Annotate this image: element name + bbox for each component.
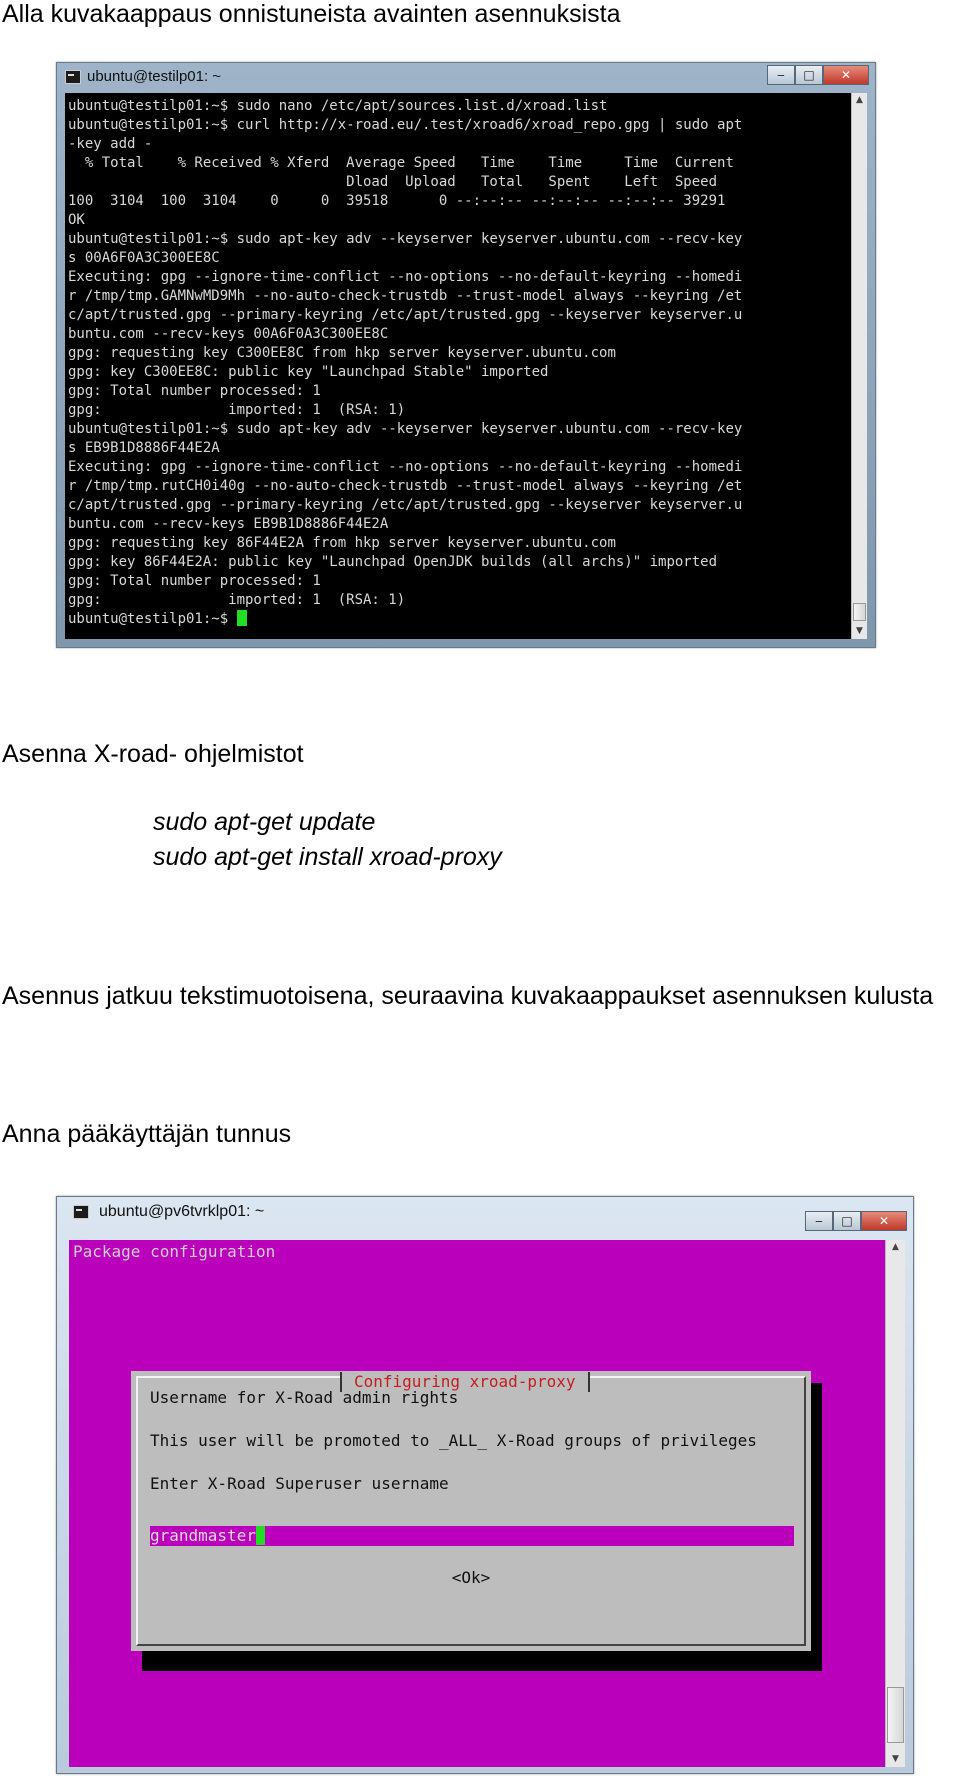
username-value: grandmaster: [150, 1526, 256, 1545]
terminal-line: gpg: requesting key C300EE8C from hkp server keyserver.ubuntu.com: [68, 345, 616, 361]
cursor: [237, 610, 247, 626]
terminal-line: s EB9B1D8886F44E2A: [68, 440, 220, 456]
dialog-line-3: Enter X-Road Superuser username: [150, 1474, 449, 1493]
section-install-heading: Asenna X-road- ohjelmistot: [2, 740, 304, 768]
terminal-line: gpg: requesting key 86F44E2A from hkp server keyserver.ubuntu.com: [68, 535, 616, 551]
dialog-line-2: This user will be promoted to _ALL_ X-Road groups of privileges: [150, 1431, 757, 1450]
terminal-lines: [65, 93, 852, 629]
terminal-icon: [73, 1205, 89, 1219]
terminal-line: gpg: imported: 1 (RSA: 1): [68, 402, 406, 418]
minimize-icon: ‒: [777, 68, 785, 82]
command-update: sudo apt-get update: [153, 808, 376, 836]
close-button[interactable]: [823, 65, 869, 85]
scroll-thumb[interactable]: [853, 603, 866, 621]
terminal-line: % Total % Received % Xferd Average Speed Time Time Time Current: [68, 155, 734, 171]
terminal-window-1[interactable]: [56, 62, 876, 648]
terminal-line: ubuntu@testilp01:~$ sudo apt-key adv --keyserver keyserver.ubuntu.com --recv-key: [68, 231, 743, 247]
terminal-line: OK: [68, 212, 85, 228]
vertical-scrollbar[interactable]: [851, 93, 867, 639]
window-title: ubuntu@pv6tvrklp01: ~: [99, 1203, 265, 1220]
terminal-line: gpg: Total number processed: 1: [68, 383, 321, 399]
terminal-line: ubuntu@testilp01:~$ sudo nano /etc/apt/sources.list.d/xroad.list: [68, 98, 608, 114]
terminal-line: buntu.com --recv-keys 00A6F0A3C300EE8C: [68, 326, 389, 342]
minimize-button[interactable]: [805, 1211, 833, 1231]
terminal-window-2[interactable]: [56, 1196, 914, 1774]
close-button[interactable]: [861, 1211, 907, 1231]
terminal-line: r /tmp/tmp.GAMNwMD9Mh --no-auto-check-trustdb --trust-model always --keyring /et: [68, 288, 743, 304]
package-configuration-header: Package configuration: [73, 1242, 276, 1261]
terminal-line: Executing: gpg --ignore-time-conflict --no-options --no-default-keyring --homedi: [68, 459, 743, 475]
terminal-line: ubuntu@testilp01:~$ curl http://x-road.eu/.test/xroad6/xroad_repo.gpg | sudo apt: [68, 117, 743, 133]
caption-continue: Asennus jatkuu tekstimuotoisena, seuraavina kuvakaappaukset asennuksen kulusta: [2, 982, 934, 1010]
terminal-line: Dload Upload Total Spent Left Speed: [68, 174, 718, 190]
maximize-button[interactable]: [833, 1211, 861, 1231]
window-title: ubuntu@testilp01: ~: [87, 68, 222, 85]
scroll-up-icon[interactable]: ▲: [892, 1242, 899, 1252]
scroll-up-icon[interactable]: ▲: [856, 95, 863, 105]
terminal-prompt: ubuntu@testilp01:~$: [68, 611, 237, 627]
terminal-output[interactable]: [69, 1240, 885, 1767]
terminal-line: gpg: imported: 1 (RSA: 1): [68, 592, 406, 608]
command-install: sudo apt-get install xroad-proxy: [153, 843, 502, 871]
maximize-icon: □: [841, 1214, 853, 1228]
maximize-icon: □: [803, 68, 815, 82]
close-icon: ✕: [878, 1214, 890, 1228]
terminal-line: buntu.com --recv-keys EB9B1D8886F44E2A: [68, 516, 389, 532]
title-bar[interactable]: [57, 63, 875, 93]
minimize-icon: ‒: [815, 1214, 823, 1228]
terminal-line: -key add -: [68, 136, 153, 152]
scroll-down-icon[interactable]: ▼: [856, 626, 863, 636]
terminal-line: gpg: key C300EE8C: public key "Launchpad Stable" imported: [68, 364, 549, 380]
scroll-thumb[interactable]: [887, 1687, 904, 1743]
dialog-title: Configuring xroad-proxy: [340, 1372, 590, 1392]
config-dialog[interactable]: [131, 1371, 811, 1651]
terminal-line: 100 3104 100 3104 0 0 39518 0 --:--:-- --:--:-- --:--:-- 39291: [68, 193, 726, 209]
terminal-line: gpg: key 86F44E2A: public key "Launchpad OpenJDK builds (all archs)" imported: [68, 554, 718, 570]
scroll-down-icon[interactable]: ▼: [892, 1754, 899, 1764]
terminal-line: Executing: gpg --ignore-time-conflict --no-options --no-default-keyring --homedi: [68, 269, 743, 285]
username-input[interactable]: [150, 1526, 794, 1546]
caption-top: Alla kuvakaappaus onnistuneista avainten asennuksista: [2, 0, 621, 28]
terminal-line: ubuntu@testilp01:~$ sudo apt-key adv --keyserver keyserver.ubuntu.com --recv-key: [68, 421, 743, 437]
close-icon: ✕: [840, 68, 852, 82]
terminal-line: c/apt/trusted.gpg --primary-keyring /etc/apt/trusted.gpg --keyserver keyserver.u: [68, 307, 743, 323]
terminal-line: s 00A6F0A3C300EE8C: [68, 250, 220, 266]
dialog-line-1: Username for X-Road admin rights: [150, 1388, 459, 1407]
ok-button[interactable]: <Ok>: [451, 1568, 491, 1587]
terminal-line: gpg: Total number processed: 1: [68, 573, 321, 589]
terminal-output[interactable]: [65, 93, 852, 639]
cursor: [256, 1526, 265, 1545]
vertical-scrollbar[interactable]: [885, 1240, 905, 1767]
terminal-line: c/apt/trusted.gpg --primary-keyring /etc/apt/trusted.gpg --keyserver keyserver.u: [68, 497, 743, 513]
terminal-icon: [65, 70, 81, 84]
caption-admin: Anna pääkäyttäjän tunnus: [2, 1120, 292, 1148]
maximize-button[interactable]: [795, 65, 823, 85]
minimize-button[interactable]: [767, 65, 795, 85]
dialog-frame: [136, 1372, 806, 1646]
title-bar[interactable]: [57, 1197, 913, 1237]
terminal-line: r /tmp/tmp.rutCH0i40g --no-auto-check-trustdb --trust-model always --keyring /et: [68, 478, 743, 494]
